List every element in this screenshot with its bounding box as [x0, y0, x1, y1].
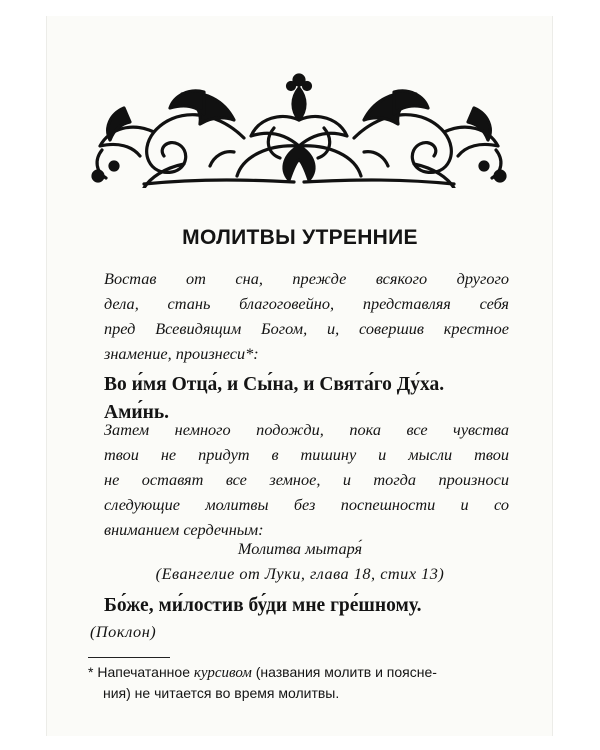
trinity-prayer-line: Во и́мя Отца́, и Сы́на, и Свята́го Ду́ха.: [104, 374, 445, 395]
intro-line: пред Всевидящим Богом, и, совершив крестное: [104, 319, 509, 338]
intro-line: Востав от сна, прежде всякого другого: [104, 269, 509, 288]
instruction-line: твои не придут в тишину и мысли твои: [104, 445, 509, 464]
floral-ornament-icon: [84, 68, 514, 188]
footnote-divider: [88, 657, 170, 658]
intro-line: дела, стань благоговейно, представляя себя: [104, 294, 509, 313]
publican-prayer-text: Бо́же, ми́лостив бу́ди мне гре́шному.: [104, 595, 422, 616]
footnote-text: * Напечатанное: [88, 664, 194, 680]
page-title: МОЛИТВЫ УТРЕННИЕ: [182, 226, 418, 249]
instruction-paragraph: [104, 417, 509, 542]
instruction-line: не оставят все земное, и тогда произноси: [104, 470, 509, 489]
prayer-source: (Евангелие от Луки, глава 18, стих 13): [155, 564, 445, 583]
footnote: [88, 662, 508, 703]
instruction-line: Затем немного подожди, пока все чувства: [104, 420, 509, 439]
instruction-line: следующие молитвы без поспешности и со: [104, 495, 509, 514]
footnote-italic-word: курсивом: [193, 665, 252, 681]
intro-paragraph: [104, 266, 509, 366]
intro-line: знамение, произнеси*:: [104, 344, 259, 363]
footnote-line-2: ния) не читается во время молитвы.: [103, 685, 340, 701]
amen-line: Ами́нь.: [104, 402, 170, 423]
footnote-text: (названия молитв и поясне-: [251, 664, 437, 680]
bow-note: (Поклон): [90, 622, 157, 641]
prayer-title: Молитва мытаря́: [237, 539, 363, 558]
instruction-line: вниманием сердечным:: [104, 520, 264, 539]
